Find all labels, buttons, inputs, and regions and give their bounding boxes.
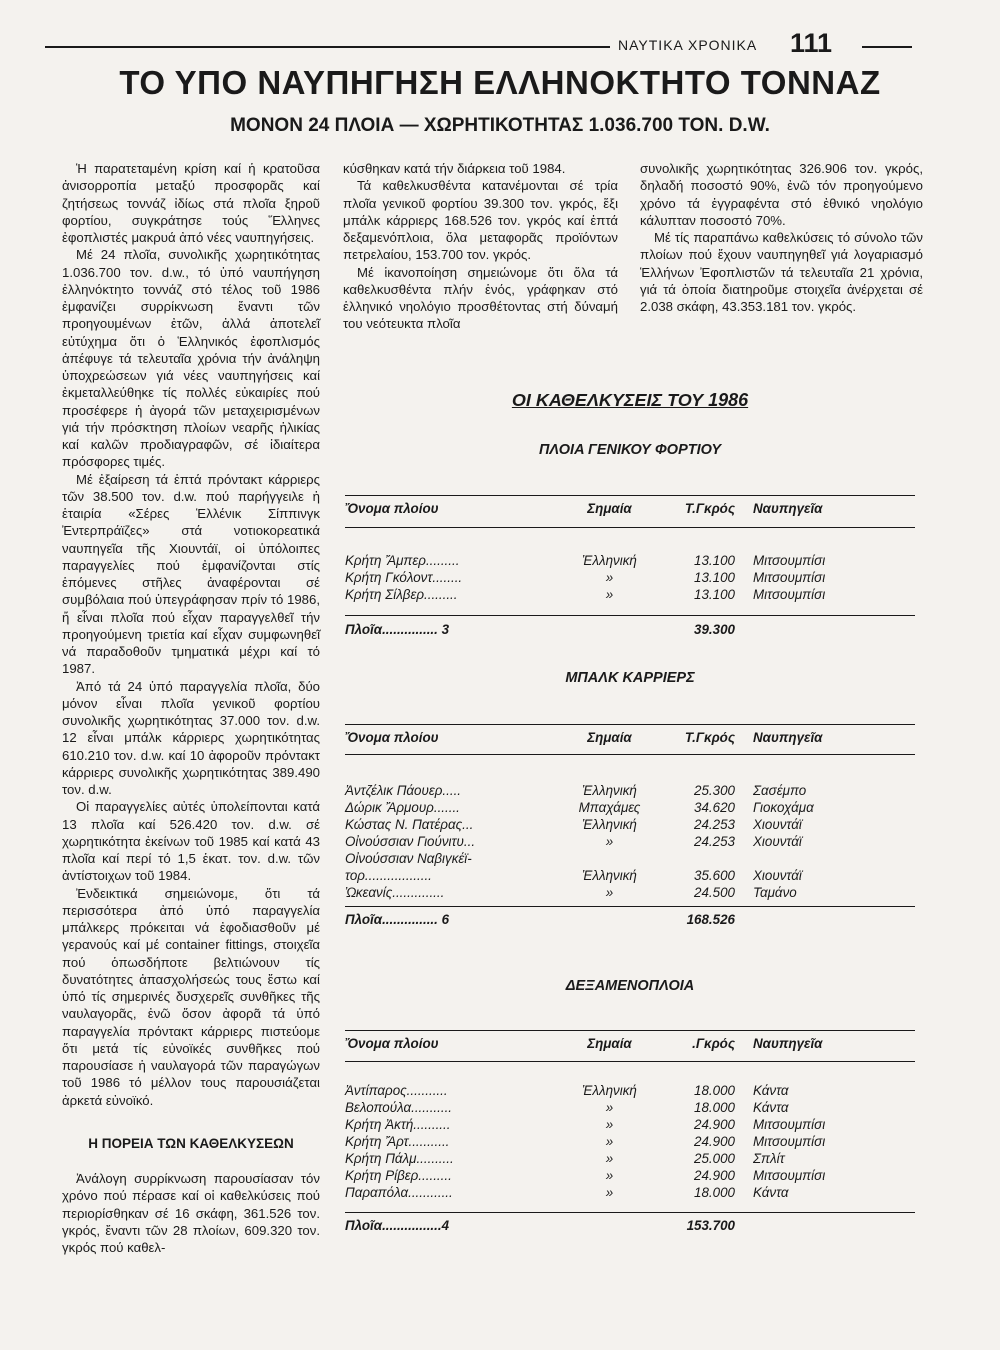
table-section-title: ΠΛΟΙΑ ΓΕΝΙΚΟΥ ΦΟΡΤΙΟΥ xyxy=(538,442,721,458)
column-header: Τ.Γκρός xyxy=(684,501,735,516)
table-rule xyxy=(345,1061,915,1062)
ship-name: Κώστας Ν. Πατέρας... xyxy=(345,817,474,832)
ship-shipyard: Μιτσουμπίσι xyxy=(753,553,826,568)
paragraph: Ἀνάλογη συρρίκνωση παρουσίασαν τόν χρόνο πού πέρασε καί οἱ καθελκύσεις πού περιορίσθηκαν σέ 16 σκάφη, 361.526 τον. γκρός, ἔναντι τῶν 28 πλοίων, 609.320 τον. γκρός πού καθελ- xyxy=(62,1171,320,1255)
column-header: Σημαία xyxy=(587,730,632,745)
article-column-3 xyxy=(640,160,923,315)
header-rule-left xyxy=(45,46,610,48)
ship-name: Κρήτη Σίλβερ......... xyxy=(345,587,458,602)
ship-flag: Ἑλληνική xyxy=(582,1083,637,1098)
column-header: Ὄνομα πλοίου xyxy=(345,730,439,745)
launchings-tables xyxy=(345,390,915,1270)
paragraph: Μέ 24 πλοῖα, συνολικῆς χωρητικότητας 1.036.700 τον. d.w., τό ὑπό ναυπήγηση ἑλληνόκτητο τοννάζ στό τέλος τοῦ 1986 ἐμφανίζει συρρίκνωση ἔναντι τῶν προηγουμένων ἐτῶν, ἀλλά ἀποτελεῖ εὐτύχημα ὅτι ὁ Ἑλληνικός ἐφοπλισμός ἀπέφυγε τά τελευταῖα χρόνια τήν ἀνάληψη ὑποχρεώσεων γιά νέες ναυπηγήσεις καί ἐκμεταλλεύθηκε τίς πολλές εὐκαιρίες πού προσέφερε ἡ ἀγορά τῶν μεταχειρισμένων γιά τήν πρόσκτηση πλοίων νεαρῆς ἡλικίας καί καλῶν προδιαγραφῶν, σέ ἰδιαίτερα πρόσφορες τιμές. xyxy=(62,247,320,470)
ship-flag: Ἑλληνική xyxy=(582,817,637,832)
magazine-name: ΝΑΥΤΙΚΑ ΧΡΟΝΙΚΑ xyxy=(618,37,758,53)
ship-shipyard: Μιτσουμπίσι xyxy=(753,1117,826,1132)
paragraph: Μέ ἱκανοποίηση σημειώνομε ὅτι ὅλα τά καθελκυσθέντα πλήν ἑνός, γράφηκαν στό ἑλληνικό νηολόγιο προσθέτοντας στή δύναμή του νεότευκτα πλοῖα xyxy=(343,264,618,332)
column-header: Τ.Γκρός xyxy=(684,730,735,745)
ship-shipyard: Κάντα xyxy=(753,1100,789,1115)
ship-gross-tonnage: 24.900 xyxy=(694,1168,735,1183)
table-header-row xyxy=(345,501,915,518)
ship-shipyard: Χιουντάϊ xyxy=(753,868,802,883)
ship-name: Κρήτη Ἀκτή.......... xyxy=(345,1117,451,1132)
ship-gross-tonnage: 34.620 xyxy=(694,800,735,815)
paragraph: κύσθηκαν κατά τήν διάρκεια τοῦ 1984. xyxy=(343,161,566,176)
table-section-title: ΔΕΞΑΜΕΝΟΠΛΟΙΑ xyxy=(565,978,695,994)
ship-shipyard: Σασέμπο xyxy=(753,783,807,798)
ship-shipyard: Χιουντάϊ xyxy=(753,817,802,832)
ship-shipyard: Κάντα xyxy=(753,1185,789,1200)
column-header: Σημαία xyxy=(587,1036,632,1051)
paragraph: Μέ ἐξαίρεση τά ἑπτά πρόντακτ κάρριερς τῶν 38.500 τον. d.w. πού παρήγγειλε ἡ ἑταιρία «Σέρες Ἑλλένικ Σίππινγκ Ἐντερπράϊζες» στά νοτιοκορεατικά ναυπηγεῖα τῆς Χιουντάϊ, οἱ ὑπόλοιπες παραγγελίες πού ἐμφανίζονται στίς ἑπόμενες στῆλες ἀναφέρονται σέ συμβόλαια πού ὑπεγράφησαν πρίν τό 1986, ἤ εἶναι πλοῖα πού εἶχαν παραγγελθεῖ τήν προηγούμενη τριετία καί εἶχαν συμφωνηθεῖ νά παραδοθοῦν τμηματικά μέχρι καί τό 1987. xyxy=(62,471,320,677)
ship-flag: » xyxy=(605,1117,614,1132)
ship-gross-tonnage: 24.253 xyxy=(694,834,735,849)
ship-name: Κρήτη Ἄρτ........... xyxy=(345,1134,450,1149)
total-value: 153.700 xyxy=(686,1218,735,1233)
ship-flag: » xyxy=(605,1168,614,1183)
ship-flag: » xyxy=(605,1100,614,1115)
ship-name: Βελοπούλα........... xyxy=(345,1100,453,1115)
article-column-1 xyxy=(62,160,320,1256)
ship-gross-tonnage: 24.500 xyxy=(694,885,735,900)
ship-name: τορ.................. xyxy=(345,868,432,883)
ship-shipyard: Ταμάνο xyxy=(753,885,797,900)
column-header: Ὄνομα πλοίου xyxy=(345,1036,439,1051)
ship-gross-tonnage: 13.100 xyxy=(694,553,735,568)
ship-name: Ἀντίπαρος........... xyxy=(345,1083,448,1098)
table-rule xyxy=(345,495,915,496)
ship-name: Οἰνούσσιαν Ναβιγκέϊ- xyxy=(345,851,472,866)
paragraph: Μέ τίς παραπάνω καθελκύσεις τό σύνολο τῶν πλοίων πού ἔχουν ναυπηγηθεῖ γιά λογαριασμό Ἑλλήνων Ἐφοπλιστῶν τά τελευταῖα 21 χρόνια, γιά τά ὁποία διατηροῦμε στοιχεῖα ἀνέρχεται σέ 2.038 σκάφη, 43.353.181 τον. γκρός. xyxy=(640,230,923,314)
ship-name: Ὠκεανίς.............. xyxy=(345,885,445,900)
ship-name: Ἀντζέλικ Πάουερ..... xyxy=(345,783,462,798)
total-value: 39.300 xyxy=(694,622,735,637)
ship-gross-tonnage: 24.900 xyxy=(694,1134,735,1149)
ship-shipyard: Σπλίτ xyxy=(753,1151,785,1166)
column-header: Σημαία xyxy=(587,501,632,516)
column-header: Ναυπηγεῖα xyxy=(753,1036,823,1051)
ship-name: Κρήτη Πάλμ.......... xyxy=(345,1151,454,1166)
table-header-row xyxy=(345,1036,915,1053)
paragraph: συνολικῆς χωρητικότητας 326.906 τον. γκρός, δηλαδή ποσοστό 90%, ἐνῶ τόν προηγούμενο χρόνο τά ἐγγραφέντα στό ἐθνικό νηολόγιο κάλυπταν ποσοστό 70%. xyxy=(640,161,923,228)
table-rule xyxy=(345,1212,915,1213)
article-column-2 xyxy=(343,160,618,333)
header-rule-right xyxy=(862,46,912,48)
ship-name: Κρήτη Γκόλοντ........ xyxy=(345,570,463,585)
ship-name: Κρήτη Ρίβερ......... xyxy=(345,1168,452,1183)
paragraph: Ἐνδεικτικά σημειώνομε, ὅτι τά περισσότερα ἀπό ὑπό παραγγελία μπάλκερς πρόκειται νά ἐφοδιασθοῦν μέ γερανούς καί μέ container fittings, στοιχεῖα πού ὁπωσδήποτε βελτιώνουν τίς δυνατότητες ἀπασχολήσεώς τους ἔστω καί ὑπό τίς σημερινές δυσχερεῖς συνθῆκες τῆς ναυλαγορᾶς, ἐνῶ ὅσον ἀφορᾶ τά ὑπό παραγγελία πρόντακτ κάρριερς πιστεύομε ὅτι μετά τίς εὐνοϊκές συνθῆκες πού παρουσίασε ἡ ναυλαγορά τῶν παραγώγων τοῦ 1986 τό μέλλον τους παρουσιάζεται ἀρκετά εὐνοϊκό. xyxy=(62,885,320,1108)
ship-shipyard: Κάντα xyxy=(753,1083,789,1098)
table-section-title: ΜΠΑΛΚ ΚΑΡΡΙΕΡΣ xyxy=(565,670,695,686)
ship-gross-tonnage: 25.300 xyxy=(694,783,735,798)
table-header-row xyxy=(345,730,915,747)
page-number: 111 xyxy=(790,28,833,58)
total-label: Πλοῖα............... 6 xyxy=(345,912,450,927)
ship-flag: Μπαχάμες xyxy=(578,800,641,815)
table-rule xyxy=(345,906,915,907)
ship-name: Δώρικ Ἄρμουρ....... xyxy=(345,800,460,815)
table-rule xyxy=(345,527,915,528)
ship-flag: » xyxy=(605,1151,614,1166)
ship-gross-tonnage: 25.000 xyxy=(694,1151,735,1166)
ship-gross-tonnage: 24.253 xyxy=(694,817,735,832)
column-header: Ναυπηγεῖα xyxy=(753,501,823,516)
ship-flag: » xyxy=(605,834,614,849)
ship-flag: » xyxy=(605,570,614,585)
table-rule xyxy=(345,724,915,725)
table-rule xyxy=(345,754,915,755)
ship-name: Οἰνούσσιαν Γιούνιτυ... xyxy=(345,834,476,849)
ship-gross-tonnage: 18.000 xyxy=(694,1083,735,1098)
tables-title: ΟΙ ΚΑΘΕΛΚΥΣΕΙΣ ΤΟΥ 1986 xyxy=(511,390,749,410)
ship-gross-tonnage: 13.100 xyxy=(694,587,735,602)
ship-name: Παραπόλα............ xyxy=(345,1185,453,1200)
total-label: Πλοῖα................4 xyxy=(345,1218,450,1233)
table-rule xyxy=(345,1030,915,1031)
column-header: Ναυπηγεῖα xyxy=(753,730,823,745)
paragraph: Οἱ παραγγελίες αὐτές ὑπολείπονται κατά 13 πλοῖα καί 526.420 τον. d.w. σέ χωρητικότητα ἐκείνων τοῦ 1985 καί κατά 43 πλοῖα καί περί τό 1,5 ἑκατ. τον. d.w. τῶν ἀντίστοιχων τοῦ 1984. xyxy=(62,799,320,884)
ship-flag: » xyxy=(605,1185,614,1200)
ship-shipyard: Μιτσουμπίσι xyxy=(753,587,826,602)
section-heading: Η ΠΟΡΕΙΑ ΤΩΝ ΚΑΘΕΛΚΥΣΕΩΝ xyxy=(88,1135,294,1151)
column-header: .Γκρός xyxy=(692,1036,735,1051)
ship-gross-tonnage: 35.600 xyxy=(694,868,735,883)
paragraph: Ἡ παρατεταμένη κρίση καί ἡ κρατοῦσα ἀνισορροπία μεταξύ προσφορᾶς καί ζητήσεως τοννάζ ἰδίως στά πλοῖα ξηροῦ φορτίου, συγκράτησε τούς Ἕλληνες ἐφοπλιστές μακρυά ἀπό νέες ναυπηγήσεις. xyxy=(62,161,320,245)
ship-flag: » xyxy=(605,587,614,602)
article-headline: ΤΟ ΥΠΟ ΝΑΥΠΗΓΗΣΗ ΕΛΛΗΝΟΚΤΗΤΟ ΤΟΝΝΑΖ xyxy=(119,64,881,101)
ship-gross-tonnage: 24.900 xyxy=(694,1117,735,1132)
ship-shipyard: Μιτσουμπίσι xyxy=(753,1134,826,1149)
ship-shipyard: Χιουντάϊ xyxy=(753,834,802,849)
ship-flag: Ἑλληνική xyxy=(582,553,637,568)
ship-shipyard: Μιτσουμπίσι xyxy=(753,1168,826,1183)
table-rule xyxy=(345,615,915,616)
ship-gross-tonnage: 18.000 xyxy=(694,1185,735,1200)
paragraph: Ἀπό τά 24 ὑπό παραγγελία πλοῖα, δύο μόνον εἶναι πλοῖα γενικοῦ φορτίου συνολικῆς χωρητικότητας 37.000 τον. d.w. 12 εἶναι μπάλκ κάρριερς χωρητικότητας 610.210 τον. d.w. καί 10 ἀφοροῦν πρόντακτ κάρριερς συνολικῆς χωρητικότητας 389.490 τον. d.w. xyxy=(62,678,320,797)
ship-name: Κρήτη Ἄμπερ......... xyxy=(345,553,460,568)
ship-shipyard: Μιτσουμπίσι xyxy=(753,570,826,585)
column-header: Ὄνομα πλοίου xyxy=(345,501,439,516)
ship-flag: » xyxy=(605,1134,614,1149)
ship-flag: Ἑλληνική xyxy=(582,783,637,798)
ship-gross-tonnage: 18.000 xyxy=(694,1100,735,1115)
ship-flag: Ἑλληνική xyxy=(582,868,637,883)
total-label: Πλοῖα............... 3 xyxy=(345,622,450,637)
ship-gross-tonnage: 13.100 xyxy=(694,570,735,585)
paragraph: Τά καθελκυσθέντα κατανέμονται σέ τρία πλοῖα γενικοῦ φορτίου 39.300 τον. γκρός, ἕξι μπάλκ κάρριερς 168.526 τον. γκρός καί ἑπτά δεξαμενόπλοια, ὅλα μεταφορᾶς προϊόντων πετρελαίου, 153.700 τον. γκρός. xyxy=(343,178,618,263)
total-value: 168.526 xyxy=(686,912,735,927)
ship-flag: » xyxy=(605,885,614,900)
article-subtitle: ΜΟΝΟΝ 24 ΠΛΟΙΑ — ΧΩΡΗΤΙΚΟΤΗΤΑΣ 1.036.700 ΤΟΝ. D.W. xyxy=(230,115,770,136)
ship-shipyard: Γιοκοχάμα xyxy=(753,800,814,815)
